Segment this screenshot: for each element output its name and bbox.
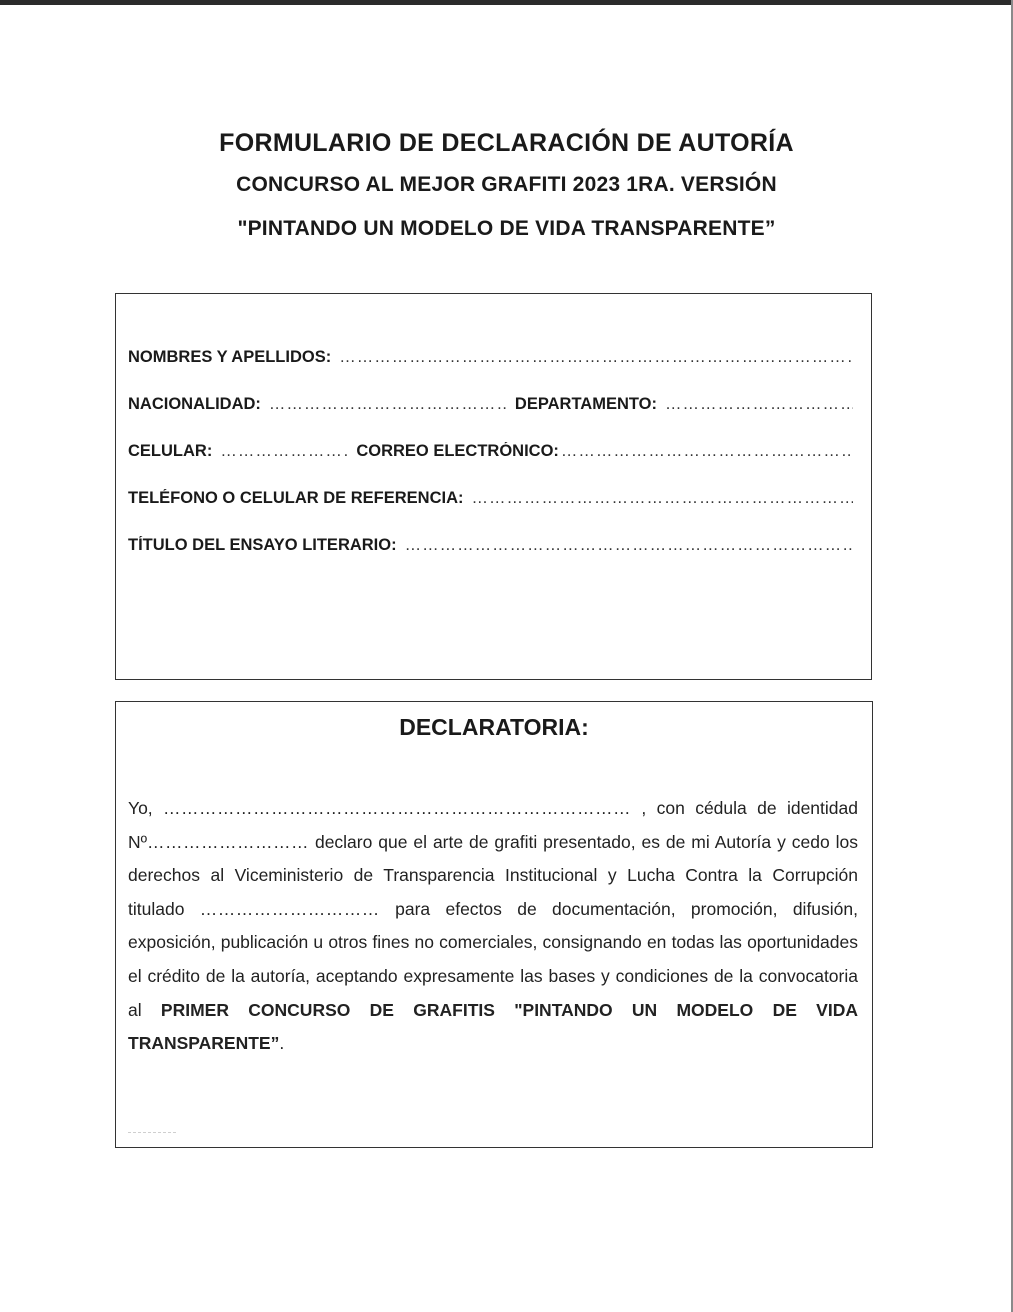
titulo-ensayo-label: TÍTULO DEL ENSAYO LITERARIO: bbox=[128, 536, 397, 554]
decl-name-blank[interactable]: …………………………………………………………………… bbox=[163, 798, 632, 818]
declaration-box bbox=[115, 701, 873, 1148]
document-title: FORMULARIO DE DECLARACIÓN DE AUTORÍA bbox=[219, 129, 794, 157]
personal-info-box bbox=[115, 293, 872, 680]
nombres-label: NOMBRES Y APELLIDOS: bbox=[128, 348, 332, 366]
field-titulo-ensayo bbox=[128, 536, 853, 560]
contest-subtitle: CONCURSO AL MEJOR GRAFITI 2023 1RA. VERSIÓN bbox=[236, 173, 777, 196]
field-nombres bbox=[128, 348, 853, 372]
document-header bbox=[0, 123, 1013, 251]
decl-titulo-blank[interactable]: ………………………… bbox=[199, 898, 380, 919]
departamento-input[interactable] bbox=[665, 395, 853, 414]
nacionalidad-label: NACIONALIDAD: bbox=[128, 395, 261, 413]
faint-scan-mark bbox=[128, 1132, 176, 1135]
nombres-input[interactable] bbox=[339, 348, 853, 367]
field-telefono-referencia bbox=[128, 489, 853, 513]
decl-start: Yo, bbox=[128, 798, 164, 818]
departamento-label: DEPARTAMENTO: bbox=[514, 395, 657, 413]
telefono-ref-label: TELÉFONO O CELULAR DE REFERENCIA: bbox=[128, 489, 464, 507]
celular-input[interactable] bbox=[220, 442, 348, 461]
declaration-title: DECLARATORIA: bbox=[399, 714, 589, 740]
decl-final: . bbox=[279, 1033, 285, 1054]
field-nacionalidad bbox=[128, 395, 853, 419]
correo-input[interactable] bbox=[561, 442, 853, 461]
nacionalidad-input[interactable] bbox=[269, 395, 507, 414]
decl-cedula: , con cédula de identidad Nº bbox=[128, 798, 858, 852]
telefono-ref-input[interactable] bbox=[472, 489, 853, 508]
declaration-text bbox=[128, 792, 858, 1061]
decl-mid: declaro que el arte de grafiti presentado, es de mi Autoría y cedo los derechos al Viceministerio de Transparencia Institucional y Lucha Contra la Corrupción titulado bbox=[128, 831, 858, 919]
decl-cedula-blank[interactable]: ……………………… bbox=[147, 831, 310, 852]
correo-label: CORREO ELECTRÓNICO: bbox=[356, 442, 559, 460]
celular-label: CELULAR: bbox=[128, 442, 213, 460]
contest-motto: "PINTANDO UN MODELO DE VIDA TRANSPARENTE” bbox=[237, 217, 776, 240]
decl-end: para efectos de documentación, promoción, difusión, exposición, publicación u otros fines no comerciales, consignando en todas las oportunidades el crédito de la autoría, aceptando expresamente las bases y condiciones de la convocatoria al bbox=[128, 898, 859, 1020]
page-top-border bbox=[0, 0, 1013, 5]
titulo-ensayo-input[interactable] bbox=[405, 536, 853, 555]
decl-contest-name: PRIMER CONCURSO DE GRAFITIS "PINTANDO UN MODELO DE VIDA TRANSPARENTE” bbox=[128, 999, 858, 1054]
field-celular bbox=[128, 442, 853, 466]
